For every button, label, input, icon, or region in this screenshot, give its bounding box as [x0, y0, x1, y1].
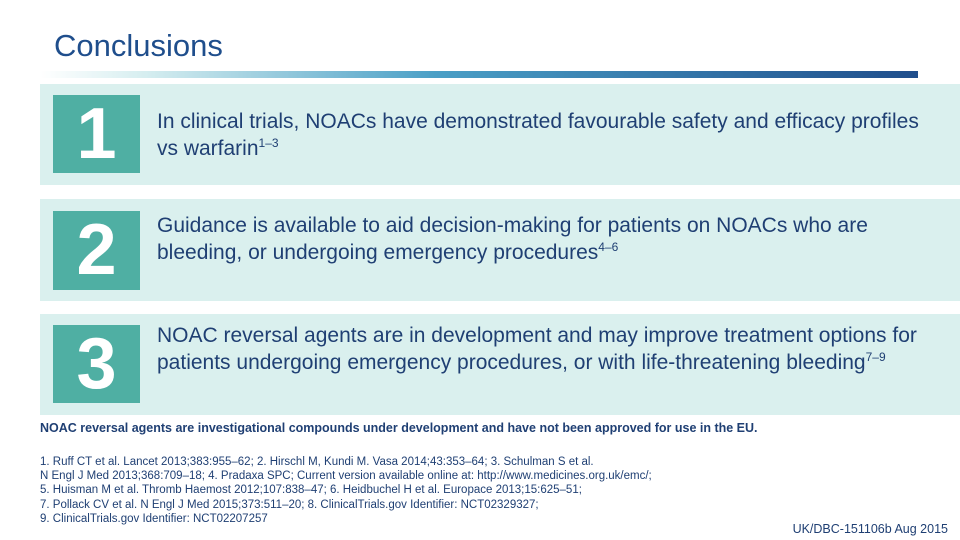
- conclusion-ref-2: 4–6: [598, 240, 619, 254]
- reference-line: 1. Ruff CT et al. Lancet 2013;383:955–62; 2. Hirschl M, Kundi M. Vasa 2014;43:353–64; 3. Schulman S et al.: [40, 456, 594, 468]
- conclusion-text-2-body: Guidance is available to aid decision-making for patients on NOACs who are bleeding, or undergoing emergency procedures: [157, 214, 868, 264]
- reference-line: N Engl J Med 2013;368:709–18; 4. Pradaxa SPC; Current version available online at: http://www.medicines.org.uk/emc/;: [40, 470, 652, 483]
- conclusion-text-2: [157, 212, 935, 266]
- regulatory-notice: NOAC reversal agents are investigational compounds under development and have not been approved for use in the EU.: [40, 421, 758, 435]
- number-badge-3: 3: [53, 325, 140, 403]
- title-divider: [40, 71, 918, 78]
- conclusion-text-3: [157, 322, 935, 376]
- document-code: UK/DBC-151106b Aug 2015: [792, 522, 948, 536]
- conclusion-text-3-body: NOAC reversal agents are in development and may improve treatment options for patients undergoing emergency procedures, or with life-threatening bleeding: [157, 324, 917, 374]
- conclusion-ref-3: 7–9: [865, 350, 886, 364]
- reference-line: 9. ClinicalTrials.gov Identifier: NCT02207257: [40, 512, 268, 525]
- page-title: Conclusions: [54, 28, 223, 63]
- conclusion-panel-2: [40, 199, 960, 301]
- conclusion-text-1: [157, 108, 935, 162]
- number-badge-1: 1: [53, 95, 140, 173]
- reference-line: 7. Pollack CV et al. N Engl J Med 2015;373:511–20; 8. ClinicalTrials.gov Identifier: NCT02329327;: [40, 498, 539, 511]
- conclusion-text-1-body: In clinical trials, NOACs have demonstrated favourable safety and efficacy profiles vs warfarin: [157, 110, 919, 160]
- conclusion-panel-1: [40, 84, 960, 185]
- reference-line: 5. Huisman M et al. Thromb Haemost 2012;107:838–47; 6. Heidbuchel H et al. Europace 2013;15:625–51;: [40, 484, 582, 497]
- conclusion-ref-1: 1–3: [258, 136, 279, 150]
- number-badge-2: 2: [53, 211, 140, 290]
- references-list: [40, 455, 940, 526]
- conclusion-panel-3: [40, 314, 960, 415]
